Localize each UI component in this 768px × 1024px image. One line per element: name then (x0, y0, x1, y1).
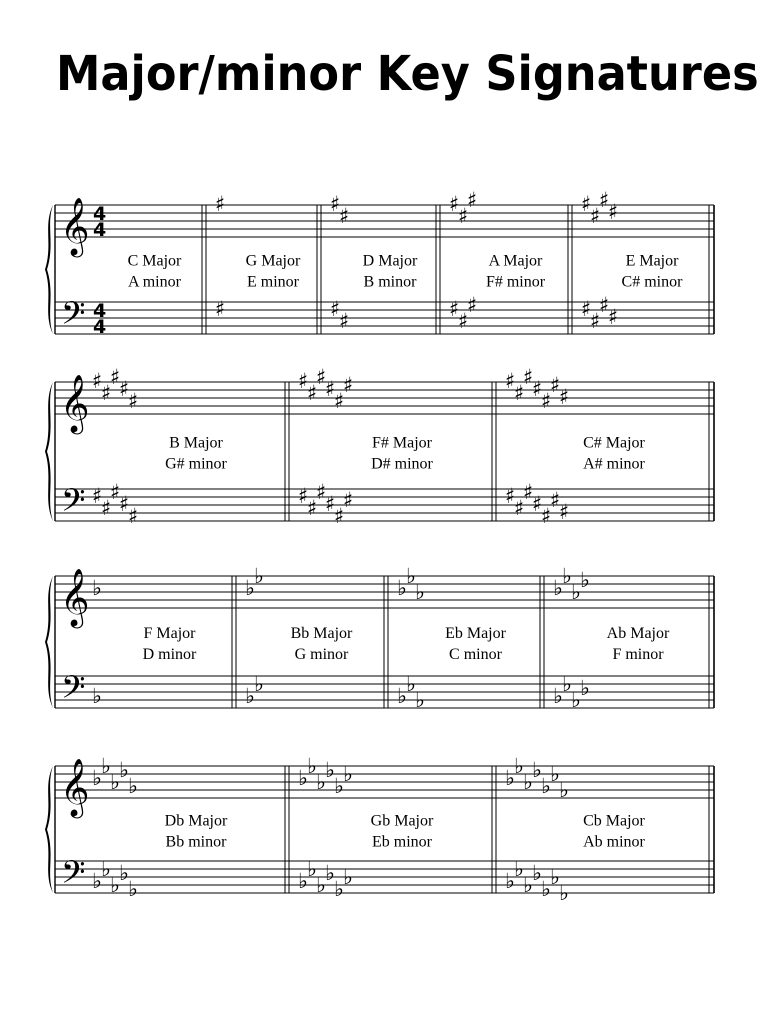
sharp-icon: ♯ (458, 204, 469, 228)
sharp-icon: ♯ (608, 305, 619, 329)
sharp-icon: ♯ (550, 373, 561, 397)
flat-icon: ♭ (523, 770, 533, 794)
key-major-label: Cb Major (583, 812, 645, 830)
flat-icon: ♭ (571, 688, 581, 712)
bass-clef-icon: 𝄢 (61, 482, 86, 526)
sharp-icon: ♯ (119, 492, 130, 516)
flat-icon: ♭ (316, 873, 326, 897)
sharp-icon: ♯ (330, 297, 341, 321)
key-major-label: F Major (143, 625, 196, 642)
flat-icon: ♭ (571, 580, 581, 604)
flat-icon: ♭ (119, 758, 129, 782)
page-title: Major/minor Key Signatures (56, 46, 759, 102)
sharp-icon: ♯ (599, 293, 610, 317)
sharp-icon: ♯ (101, 381, 112, 405)
sharp-icon: ♯ (215, 297, 226, 321)
sharp-icon: ♯ (559, 385, 570, 409)
key-minor-label: Ab minor (583, 833, 645, 851)
grand-staff-brace (45, 576, 53, 708)
flat-icon: ♭ (343, 865, 353, 889)
sharp-icon: ♯ (101, 496, 112, 520)
sharp-icon: ♯ (307, 381, 318, 405)
sharp-icon: ♯ (325, 492, 336, 516)
flat-icon: ♭ (316, 770, 326, 794)
sharp-icon: ♯ (339, 309, 350, 333)
flat-icon: ♭ (406, 672, 416, 696)
flat-icon: ♭ (325, 758, 335, 782)
treble-clef-icon: 𝄞 (60, 568, 90, 626)
sharp-icon: ♯ (541, 389, 552, 413)
bass-clef-icon: 𝄢 (61, 854, 86, 898)
flat-icon: ♭ (553, 576, 563, 600)
sharp-icon: ♯ (581, 297, 592, 321)
sharp-icon: ♯ (128, 389, 139, 413)
sharp-icon: ♯ (458, 309, 469, 333)
sharp-icon: ♯ (550, 488, 561, 512)
flat-icon: ♭ (334, 774, 344, 798)
key-minor-label: B minor (363, 273, 417, 291)
flat-icon: ♭ (254, 672, 264, 696)
flat-icon: ♭ (245, 576, 255, 600)
key-major-label: Ab Major (606, 625, 670, 642)
flat-icon: ♭ (92, 766, 102, 790)
grand-staff-brace (45, 382, 53, 521)
bass-time-signature-denominator: 4 (93, 316, 107, 338)
sharp-icon: ♯ (325, 377, 336, 401)
key-major-label: D Major (362, 252, 418, 270)
sharp-icon: ♯ (334, 504, 345, 528)
sharp-icon: ♯ (92, 369, 103, 393)
grand-staff-brace (45, 766, 53, 893)
key-minor-label: D minor (142, 646, 197, 663)
flat-icon: ♭ (505, 869, 515, 893)
sharp-icon: ♯ (467, 188, 478, 212)
sharp-icon: ♯ (467, 293, 478, 317)
sharp-icon: ♯ (523, 365, 534, 389)
flat-icon: ♭ (110, 873, 120, 897)
flat-icon: ♭ (532, 861, 542, 885)
key-major-label: A Major (488, 252, 543, 270)
sharp-icon: ♯ (590, 204, 601, 228)
treble-time-signature-numerator: 4 (93, 203, 107, 225)
key-major-label: G Major (245, 252, 301, 270)
flat-icon: ♭ (532, 758, 542, 782)
key-minor-label: F minor (612, 646, 664, 663)
flat-icon: ♭ (128, 877, 138, 901)
flat-icon: ♭ (397, 684, 407, 708)
flat-icon: ♭ (119, 861, 129, 885)
sharp-icon: ♯ (541, 504, 552, 528)
key-minor-label: Eb minor (372, 833, 432, 851)
treble-clef-icon: 𝄞 (60, 197, 90, 255)
sharp-icon: ♯ (298, 369, 309, 393)
flat-icon: ♭ (550, 762, 560, 786)
sharp-icon: ♯ (532, 492, 543, 516)
flat-icon: ♭ (92, 869, 102, 893)
key-major-label: B Major (169, 434, 223, 452)
sharp-icon: ♯ (449, 297, 460, 321)
sharp-icon: ♯ (532, 377, 543, 401)
flat-icon: ♭ (541, 877, 551, 901)
key-minor-label: A# minor (583, 455, 645, 473)
treble-time-signature-denominator: 4 (93, 219, 107, 241)
sharp-icon: ♯ (505, 484, 516, 508)
flat-icon: ♭ (325, 861, 335, 885)
flat-icon: ♭ (92, 576, 102, 600)
key-major-label: Db Major (164, 812, 228, 830)
flat-icon: ♭ (307, 754, 317, 778)
flat-icon: ♭ (553, 684, 563, 708)
sharp-icon: ♯ (339, 204, 350, 228)
key-major-label: C# Major (583, 434, 645, 452)
sharp-icon: ♯ (119, 377, 130, 401)
sharp-icon: ♯ (505, 369, 516, 393)
sharp-icon: ♯ (449, 192, 460, 216)
flat-icon: ♭ (559, 778, 569, 802)
flat-icon: ♭ (245, 684, 255, 708)
sharp-icon: ♯ (215, 192, 226, 216)
flat-icon: ♭ (298, 869, 308, 893)
key-major-label: E Major (625, 252, 679, 270)
sharp-icon: ♯ (298, 484, 309, 508)
key-minor-label: A minor (128, 273, 181, 291)
sharp-icon: ♯ (343, 373, 354, 397)
key-minor-label: G minor (294, 646, 349, 663)
treble-clef-icon: 𝄞 (60, 758, 90, 816)
key-minor-label: F# minor (485, 273, 546, 291)
key-major-label: C Major (127, 252, 182, 270)
key-minor-label: G# minor (165, 455, 227, 473)
flat-icon: ♭ (101, 857, 111, 881)
flat-icon: ♭ (580, 676, 590, 700)
key-minor-label: C# minor (621, 273, 683, 291)
sharp-icon: ♯ (523, 480, 534, 504)
key-minor-label: D# minor (371, 455, 433, 473)
flat-icon: ♭ (307, 857, 317, 881)
sharp-icon: ♯ (334, 389, 345, 413)
key-minor-label: C minor (449, 646, 502, 663)
flat-icon: ♭ (298, 766, 308, 790)
key-major-label: F# Major (372, 434, 432, 452)
sharp-icon: ♯ (608, 200, 619, 224)
flat-icon: ♭ (406, 564, 416, 588)
flat-icon: ♭ (397, 576, 407, 600)
sharp-icon: ♯ (92, 484, 103, 508)
flat-icon: ♭ (254, 564, 264, 588)
flat-icon: ♭ (541, 774, 551, 798)
sharp-icon: ♯ (599, 188, 610, 212)
flat-icon: ♭ (101, 754, 111, 778)
sharp-icon: ♯ (128, 504, 139, 528)
bass-clef-icon: 𝄢 (61, 669, 86, 713)
bass-clef-icon: 𝄢 (61, 295, 86, 339)
sharp-icon: ♯ (110, 365, 121, 389)
grand-staff-brace (45, 205, 53, 334)
flat-icon: ♭ (559, 881, 569, 905)
sharp-icon: ♯ (343, 488, 354, 512)
flat-icon: ♭ (128, 774, 138, 798)
sharp-icon: ♯ (330, 192, 341, 216)
key-major-label: Bb Major (290, 625, 353, 642)
flat-icon: ♭ (580, 568, 590, 592)
flat-icon: ♭ (334, 877, 344, 901)
flat-icon: ♭ (92, 684, 102, 708)
key-major-label: Gb Major (370, 812, 434, 830)
flat-icon: ♭ (562, 564, 572, 588)
sharp-icon: ♯ (514, 381, 525, 405)
sharp-icon: ♯ (316, 480, 327, 504)
key-minor-label: E minor (247, 273, 299, 291)
flat-icon: ♭ (415, 580, 425, 604)
sharp-icon: ♯ (559, 500, 570, 524)
flat-icon: ♭ (110, 770, 120, 794)
flat-icon: ♭ (514, 754, 524, 778)
sharp-icon: ♯ (316, 365, 327, 389)
sharp-icon: ♯ (590, 309, 601, 333)
sharp-icon: ♯ (110, 480, 121, 504)
key-minor-label: Bb minor (165, 833, 227, 851)
flat-icon: ♭ (514, 857, 524, 881)
bass-time-signature-numerator: 4 (93, 300, 107, 322)
sharp-icon: ♯ (307, 496, 318, 520)
flat-icon: ♭ (415, 688, 425, 712)
flat-icon: ♭ (550, 865, 560, 889)
flat-icon: ♭ (523, 873, 533, 897)
flat-icon: ♭ (343, 762, 353, 786)
sharp-icon: ♯ (581, 192, 592, 216)
flat-icon: ♭ (562, 672, 572, 696)
flat-icon: ♭ (505, 766, 515, 790)
treble-clef-icon: 𝄞 (60, 374, 90, 432)
sharp-icon: ♯ (514, 496, 525, 520)
key-major-label: Eb Major (445, 625, 506, 642)
